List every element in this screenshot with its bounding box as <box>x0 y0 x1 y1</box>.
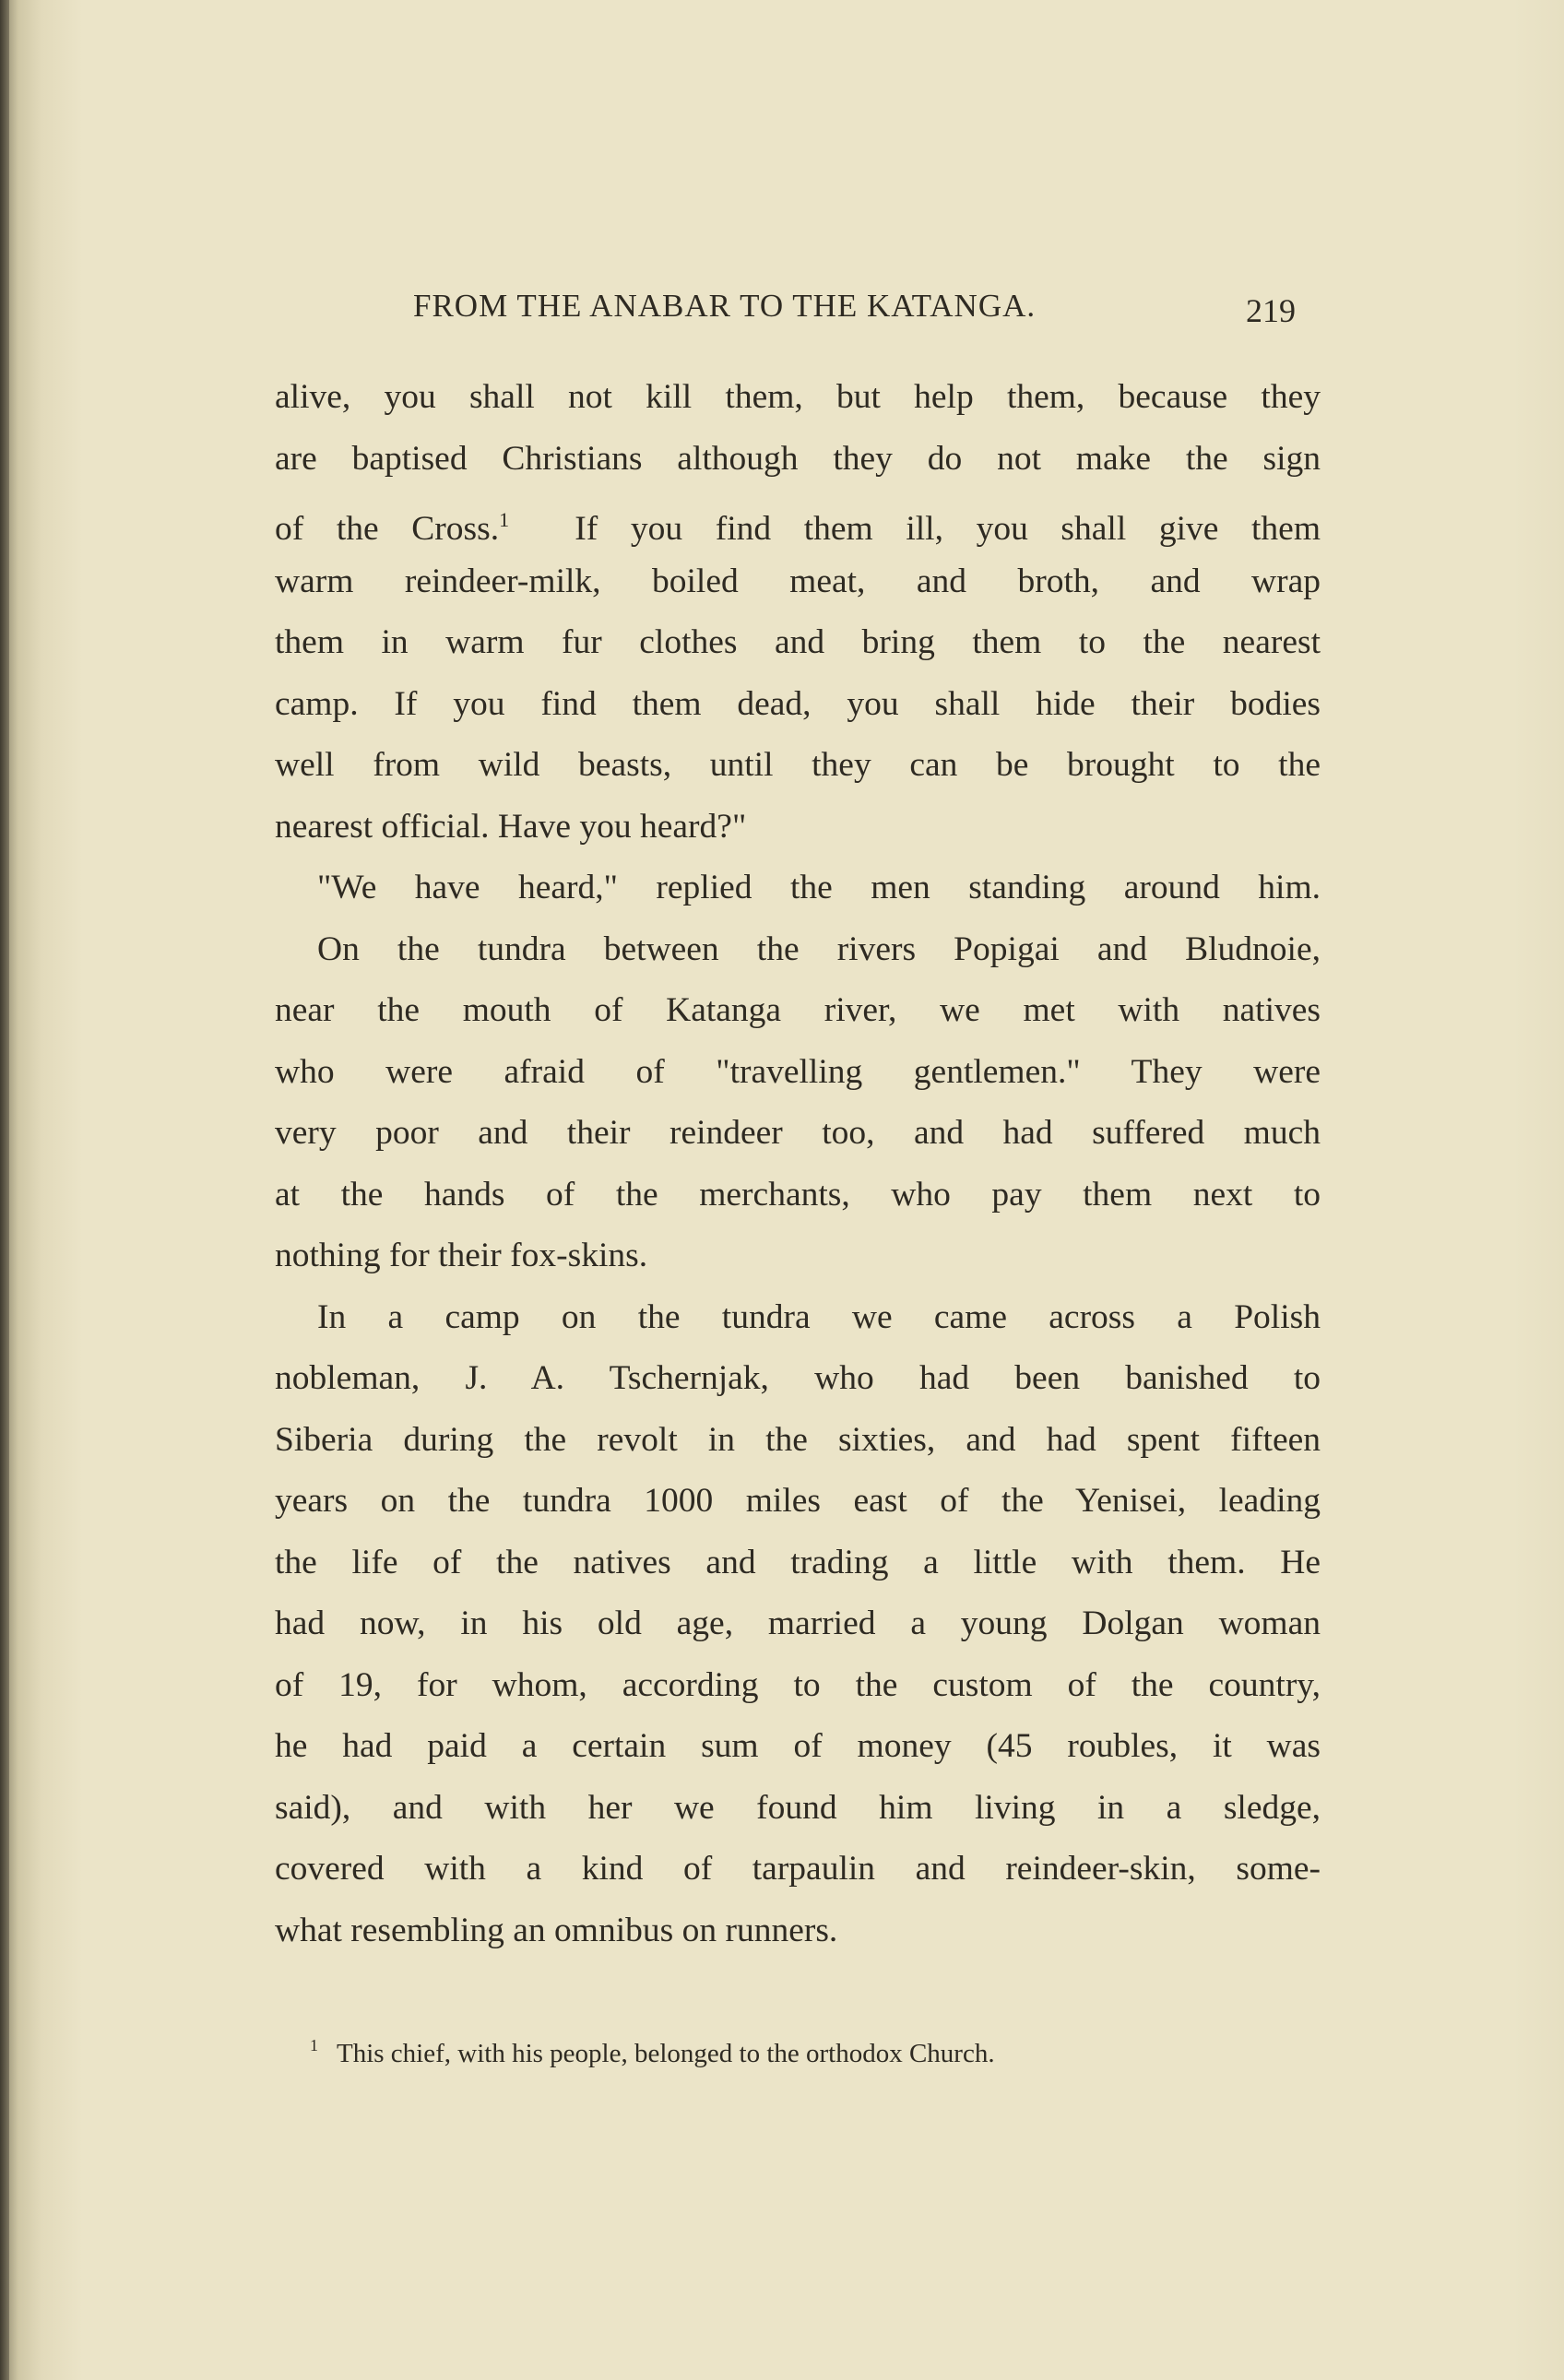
text-line: years on the tundra 1000 miles east of the Yenisei, leading <box>275 1482 1321 1520</box>
text-line: them in warm fur clothes and bring them to the nearest <box>275 623 1321 661</box>
text-line: who were afraid of "travelling gentlemen." They were <box>275 1052 1321 1091</box>
text-line: said), and with her we found him living in a sledge, <box>275 1788 1321 1827</box>
footnote <box>310 2036 995 2069</box>
body-text <box>275 367 1321 1961</box>
text-line: nothing for their fox-skins. <box>275 1237 648 1274</box>
text-fragment: If you find them ill, you shall give them <box>575 510 1321 548</box>
text-line: he had paid a certain sum of money (45 roubles, it was <box>275 1727 1321 1765</box>
text-line: Siberia during the revolt in the sixties, and had spent fifteen <box>275 1420 1321 1459</box>
book-spine-shadow <box>0 0 9 2380</box>
text-line: alive, you shall not kill them, but help them, because they <box>275 378 1321 416</box>
footnote-mark: 1 <box>310 2036 318 2054</box>
text-line: what resembling an omnibus on runners. <box>275 1911 838 1949</box>
page-number: 219 <box>1246 292 1296 329</box>
running-title: FROM THE ANABAR TO THE KATANGA. <box>413 288 1037 324</box>
text-line: of 19, for whom, according to the custom of the country, <box>275 1665 1321 1704</box>
text-line: are baptised Christians although they do not make the sign <box>275 439 1321 478</box>
text-line: at the hands of the merchants, who pay them next to <box>275 1175 1321 1214</box>
footnote-reference: 1 <box>499 508 510 531</box>
text-line: near the mouth of Katanga river, we met with natives <box>275 991 1321 1029</box>
running-head <box>275 288 1321 334</box>
text-line: well from wild beasts, until they can be brought to the <box>275 746 1321 784</box>
text-line: the life of the natives and trading a little with them. He <box>275 1543 1321 1581</box>
text-line <box>275 490 1321 551</box>
text-line: nearest official. Have you heard?" <box>275 807 747 846</box>
text-line: camp. If you find them dead, you shall hide their bodies <box>275 684 1321 723</box>
text-fragment: of the Cross. <box>275 510 500 548</box>
text-line: "We have heard," replied the men standing around him. <box>317 869 1321 906</box>
text-line: warm reindeer-milk, boiled meat, and broth, and wrap <box>275 562 1321 600</box>
footnote-text: This chief, with his people, belonged to the orthodox Church. <box>337 2039 995 2068</box>
text-line: very poor and their reindeer too, and had suffered much <box>275 1114 1321 1152</box>
text-line: On the tundra between the rivers Popigai and Bludnoie, <box>317 930 1321 968</box>
text-line: covered with a kind of tarpaulin and reindeer-skin, some- <box>275 1850 1321 1888</box>
text-line: had now, in his old age, married a young Dolgan woman <box>275 1604 1321 1642</box>
text-line: In a camp on the tundra we came across a Polish <box>317 1297 1321 1336</box>
text-line: nobleman, J. A. Tschernjak, who had been banished to <box>275 1359 1321 1397</box>
